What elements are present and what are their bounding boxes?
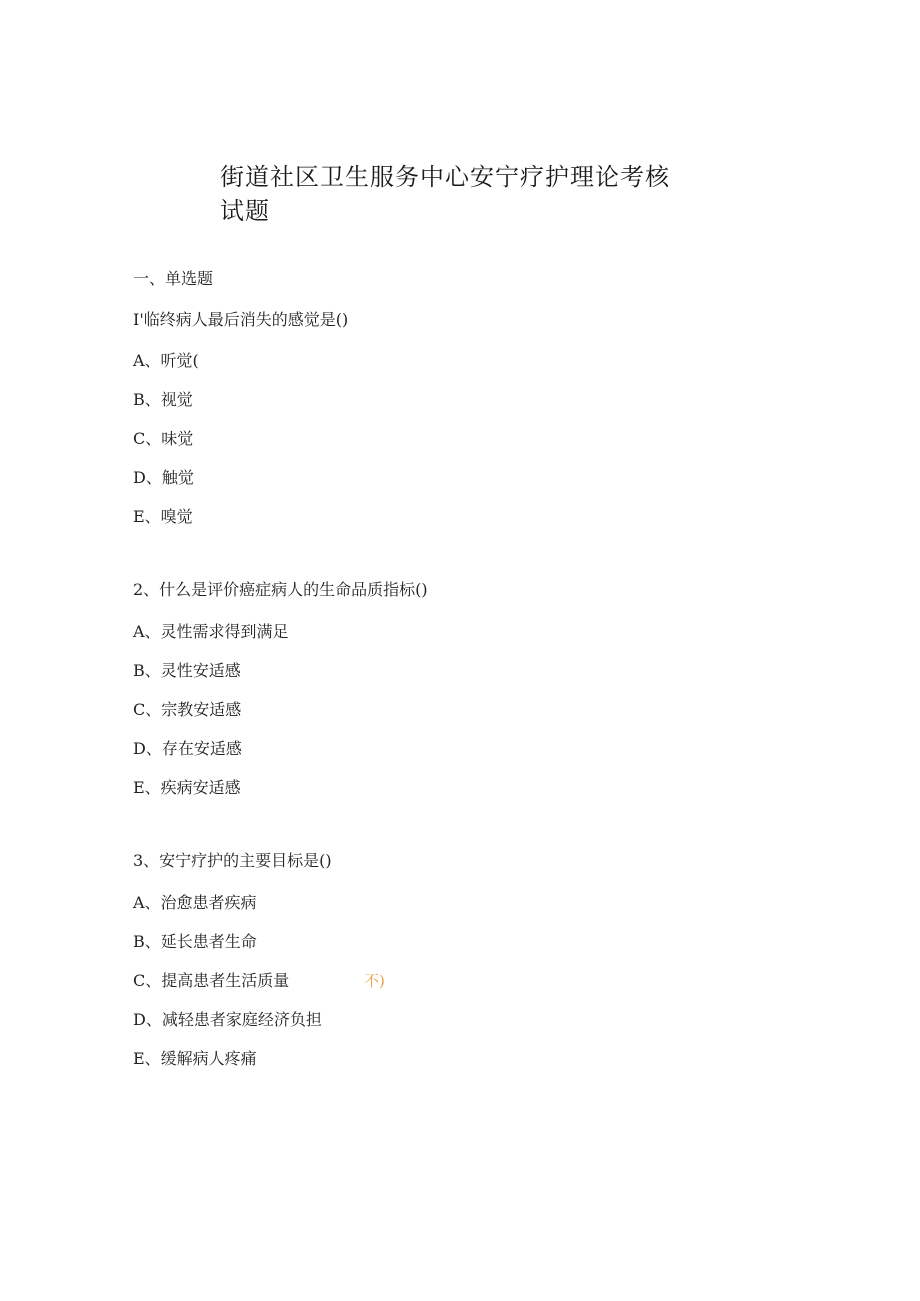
question-1-option-e: E、嗅觉 <box>133 507 193 526</box>
question-2-stem: 2、什么是评价癌症病人的生命品质指标() <box>133 580 428 599</box>
question-2-option-b: B、灵性安适感 <box>133 661 241 680</box>
question-1-stem: I'临终病人最后消失的感觉是() <box>133 310 349 329</box>
question-1-option-b: B、视觉 <box>133 390 193 409</box>
question-1-option-d: D、触觉 <box>133 468 194 487</box>
question-2-option-d: D、存在安适感 <box>133 739 242 758</box>
question-3-option-b: B、延长患者生命 <box>133 932 257 951</box>
question-1-option-a: A、听觉( <box>133 351 199 370</box>
handwritten-annotation: 不) <box>364 972 385 990</box>
question-3-option-a: A、治愈患者疾病 <box>133 893 257 912</box>
section-heading: 一、单选题 <box>133 269 214 288</box>
document-title: 街道社区卫生服务中心安宁疗护理论考核试题 <box>220 163 670 225</box>
question-2-option-c: C、宗教安适感 <box>133 700 242 719</box>
question-3-stem: 3、安宁疗护的主要目标是() <box>133 851 332 870</box>
question-3-option-e: E、缓解病人疼痛 <box>133 1049 257 1068</box>
question-1-option-c: C、味觉 <box>133 429 194 448</box>
question-3-option-d: D、减轻患者家庭经济负担 <box>133 1010 322 1029</box>
question-3-option-c: C、提高患者生活质量 <box>133 971 290 990</box>
question-2-option-a: A、灵性需求得到满足 <box>133 622 289 641</box>
question-2-option-e: E、疾病安适感 <box>133 778 241 797</box>
